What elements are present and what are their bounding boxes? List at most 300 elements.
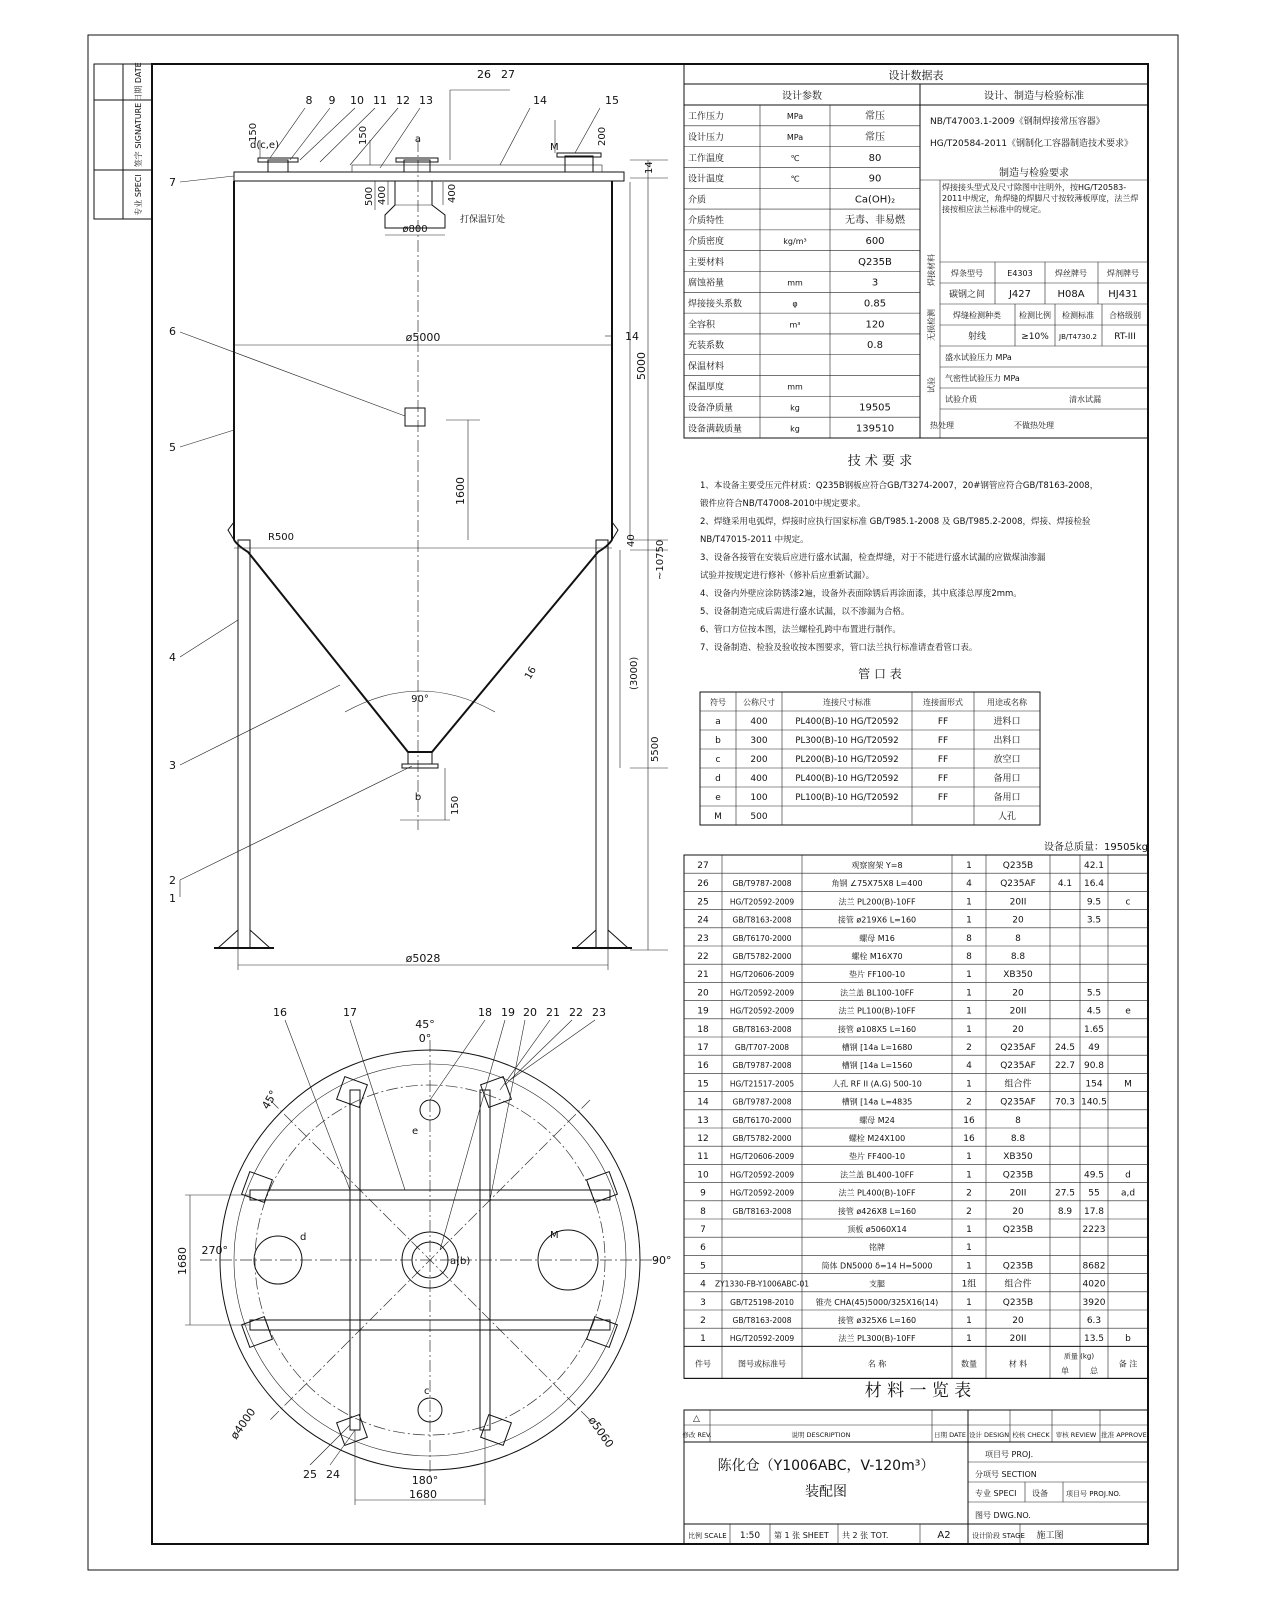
spec-label: 专业 SPECI [975,1489,1017,1498]
weld-r3: HJ431 [1108,289,1138,300]
bom-cell: 1 [966,970,972,981]
bom-cell: 支腿 [869,1279,885,1289]
nozzle-cell: 进料口 [993,717,1021,727]
bom-cell: 4.1 [1057,879,1073,890]
bom-cell: 锥壳 CHA(45)5000/325X16(14) [815,1297,939,1307]
callout-21: 21 [546,1006,560,1019]
drawing-frame [152,64,1148,1544]
nameplate [405,408,425,426]
dim-3000: (3000) [629,656,640,690]
elevation-dimension-lines [238,120,668,970]
tech-req-line: 锻件应符合NB/T47008-2010中规定要求。 [700,499,866,509]
bom-cell: 垫片 FF400-10 [848,1152,906,1162]
dim-r500: R500 [268,532,295,543]
nozzle-cell: FF [937,736,949,746]
bom-cell: 9 [700,1188,706,1199]
bom-cell: 8 [1015,933,1021,944]
callout-19: 19 [501,1006,515,1019]
callout-15: 15 [605,94,619,107]
sheet-label: 第 1 张 SHEET [774,1531,829,1540]
angle-45-side: 45° [259,1088,281,1112]
bom-cell: 2 [700,1316,706,1326]
bom-title: 材 料 一 览 表 [864,1381,972,1401]
bom-cell: 1 [966,897,972,908]
nozzle-cell: 500 [750,812,768,822]
bom-cell: Q235AF [1000,1061,1036,1072]
design-row-label: 设计压力 [688,132,725,143]
bom-cell: 4 [700,1279,706,1290]
heat-treat-value: 不做热处理 [1014,421,1054,430]
bom-cell: 70.3 [1054,1097,1076,1108]
bom-cell: 4 [966,879,972,890]
dim-400-a: 400 [377,185,388,205]
bom-cell: GB/T9787-2008 [732,879,792,889]
bom-cell: 20II [1009,1188,1027,1199]
design-row-value: 常压 [865,131,885,143]
callout-27: 27 [501,68,515,81]
dwgno-label: 图号 DWG.NO. [975,1511,1031,1520]
standards-title: 设计、制造与检验标准 [984,91,1084,102]
bom-cell: 16 [697,1061,709,1072]
bom-cell: GB/T5782-2000 [732,952,792,961]
bom-cell: 筒体 DN5000 δ=14 H=5000 [821,1261,933,1271]
tech-req-line: 试验并按规定进行修补（修补后应重新试漏）。 [700,571,875,581]
bom-cell: HG/T20592-2009 [729,1006,795,1016]
side-date-label: 日期 DATE [134,62,143,102]
bom-cell: Q235B [1002,1170,1034,1181]
elevation-leader-lines [180,90,612,897]
weld-h3: 焊剂牌号 [1107,269,1139,278]
nozzle-cell: 300 [750,736,768,746]
nozzle-cell: PL200(B)-10 HG/T20592 [795,755,899,765]
bom-cell: GB/T6170-2000 [732,933,792,943]
bom-cell: 24 [697,915,709,926]
callout-24: 24 [326,1468,340,1481]
bom-cell: 法兰 PL400(B)-10FF [838,1188,916,1198]
nozzle-cell: a [715,717,721,727]
dim-5000-dia: ø5000 [405,331,441,344]
bom-cell: GB/T8163-2008 [732,915,792,925]
nozzle-cell: 200 [750,755,768,765]
bom-cell: 17 [697,1043,709,1053]
bom-cell: Q235AF [1000,879,1036,890]
tech-req-line: 1、本设备主要受压元件材质：Q235B钢板应符合GB/T3274-2007，20#钢管应符合GB/T8163-2008， [700,481,1099,491]
design-row-value: 常压 [865,111,885,123]
callout-7: 7 [169,176,176,189]
side-signature-label: 签字 SIGNATURE [134,102,143,168]
design-row-label: 保温材料 [688,361,725,372]
design-row-value: 90 [868,173,882,185]
bom-cell: 组合件 [1004,1079,1032,1090]
weld-h2: 焊丝牌号 [1055,269,1087,278]
bom-cell: HG/T20592-2009 [729,1170,795,1180]
callout-11: 11 [373,94,387,107]
bom-cell: 20II [1009,1006,1027,1017]
test-medium-label: 试验介质 [945,395,977,404]
design-row-unit: kg/m³ [783,237,807,247]
callout-25: 25 [303,1468,317,1481]
design-row-label: 设计温度 [688,174,725,185]
projno-label: 项目号 PROJ.NO. [1066,1490,1121,1498]
side-signature-strip [94,62,152,219]
design-row-label: 介质密度 [688,237,725,248]
bom-cell: 20 [1012,1206,1024,1217]
callout-9: 9 [328,94,336,107]
bom-cell: 11 [697,1152,709,1163]
plan-dim-1680-h: 1680 [409,1488,437,1501]
bom-cell: 铭牌 [869,1243,885,1253]
nozzle-table [700,667,1148,853]
bom-cell: 1 [966,1316,972,1326]
bom-cell: 1 [966,1079,972,1090]
test-row-1: 气密性试验压力 MPa [945,374,1020,383]
rev-header: 日期 DATE [934,1431,966,1439]
bom-cell: 16.4 [1083,879,1105,890]
plan-dim-1680-v: 1680 [176,1247,189,1275]
bom-cell: 螺母 M16 [859,933,895,943]
bom-cell: 19 [697,1006,709,1017]
design-row-label: 主要材料 [688,257,725,268]
bom-cell: 2 [966,1206,972,1217]
bom-cell: 3920 [1082,1297,1106,1308]
plan-legs [242,1077,618,1446]
design-row-value: 0.85 [863,298,887,310]
bom-cell: 27 [697,861,709,871]
bom-header: 数量 [961,1359,977,1369]
bom-cell: XB350 [1003,970,1033,981]
bom-cell: 1 [966,1334,972,1345]
bom-cell: HG/T20592-2009 [729,1188,795,1198]
bom-cell: 18 [697,1024,709,1035]
bom-cell: 90.8 [1083,1061,1105,1072]
nozzle-cell: 100 [750,793,768,803]
callout-16: 16 [273,1006,287,1019]
design-row-unit: ℃ [790,153,800,163]
drawing-name-line1: 陈化仓（Y1006ABC，V-120m³） [717,1458,935,1474]
design-row-unit: MPa [786,112,804,122]
design-row-label: 工作温度 [688,153,725,164]
design-row-label: 保温厚度 [688,382,725,393]
ndt-r2: JB/T4730.2 [1059,333,1097,341]
title-block [682,1410,1148,1544]
dim-500: 500 [364,186,375,206]
nozzle-cell: FF [937,717,949,727]
bom-cell: Q235B [1002,861,1034,871]
bom-cell: 26 [697,879,709,890]
design-table-title: 设计数据表 [888,69,944,82]
nozzle-cell: FF [937,774,949,784]
scale-label: 比例 SCALE [688,1532,727,1540]
tech-req-line: 3、设备各接管在安装后应进行盛水试漏，检查焊缝，对于不能进行盛水试漏的应做煤油渗漏 [700,553,1046,563]
bom-header: 图号或标准号 [738,1359,786,1369]
bom-cell: 螺母 M24 [859,1115,895,1125]
bom-cell: 49 [1088,1043,1100,1053]
bom-cell: 槽钢 [14a L=4835 [841,1097,913,1107]
design-row-unit: φ [792,299,798,309]
proj-label: 项目号 PROJ. [985,1450,1034,1459]
bom-cell: 10 [697,1170,709,1181]
dim-150-d: 150 [248,122,259,142]
nozzle-cell: 放空口 [993,755,1021,765]
bom-cell: 13.5 [1083,1334,1105,1345]
mfg-text: 焊接接头型式及尺寸除图中注明外，按HG/T20583-2011中规定，角焊缝的焊脚尺寸按较薄板厚度，法兰焊接按相应法兰标准中的规定。 [942,183,1139,214]
bom-cell: 法兰盖 BL100-10FF [839,988,915,998]
bom-cell: GB/T9787-2008 [732,1061,792,1071]
design-row-label: 腐蚀裕量 [688,278,725,289]
bom-cell: ZY1330-FB-Y1006ABC-01 [714,1279,810,1289]
bom-cell: 21 [697,970,709,981]
design-row-label: 全容积 [688,320,716,331]
nozzle-header: 符号 [710,698,726,707]
bom-cell: 5.5 [1086,988,1102,999]
bom-cell: 16 [963,1115,975,1126]
angle-270: 270° [201,1244,228,1257]
design-row-label: 设备满载质量 [688,424,743,435]
rev-header: 修改 REV. [682,1431,712,1439]
bom-cell: GB/T25198-2010 [730,1297,794,1307]
dim-5500: 5500 [650,736,661,762]
label-nozzle-a: a [414,134,422,145]
support-leg-right [596,540,608,948]
bom-cell: 20 [1012,1316,1024,1326]
total-weight: 设备总质量：19505kg [1044,842,1148,853]
tech-req-line: 2、焊缝采用电弧焊，焊接时应执行国家标准 GB/T985.1-2008 及 GB/T985.2-2008，焊接、焊接检验 [700,517,1091,527]
nozzle-cell: 人孔 [997,812,1017,822]
bill-of-materials [684,855,1148,1401]
dim-150-b: 150 [450,795,461,815]
bom-cell: 观察窗架 Y=8 [851,861,903,870]
bom-cell: 5 [700,1261,706,1272]
bom-cell: 1 [966,1152,972,1163]
standard-1: NB/T47003.1-2009《钢制焊接常压容器》 [930,117,1105,127]
design-row-value: 139510 [855,423,895,435]
callout-12: 12 [396,94,410,107]
dim-400-b: 400 [447,183,458,203]
nozzle-cell: 400 [750,717,768,727]
design-row-label: 设备净质量 [688,403,734,414]
design-row-value: 无毒、非易燃 [845,215,905,227]
bom-cell: 1 [966,1006,972,1017]
bom-header: 备 注 [1118,1359,1138,1369]
design-data-table [684,64,1148,438]
label-nozzle-b: b [414,792,422,803]
bom-cell: 接管 ø219X6 L=160 [837,915,917,925]
callout-1: 1 [169,892,176,905]
bom-cell: 8 [700,1206,706,1217]
leg-gusset [218,930,238,948]
design-row-unit: ℃ [790,174,800,184]
ndt-h3: 合格级别 [1109,311,1141,320]
bom-cell: 154 [1085,1079,1103,1090]
bom-cell: e [1125,1006,1131,1017]
weld-h0: 焊条型号 [951,269,983,278]
bom-cell: GB/T9787-2008 [732,1097,792,1107]
bom-cell: 8 [966,933,972,944]
section-label: 分项号 SECTION [975,1470,1037,1479]
tech-req-line: 4、设备内外壁应涂防锈漆2遍，设备外表面除锈后再涂面漆，其中底漆总厚度2mm。 [700,589,1022,599]
bom-cell: 22.7 [1054,1061,1076,1072]
callout-2: 2 [169,874,176,887]
design-row-value: 120 [865,319,885,331]
bom-cell: Q235B [1002,1261,1034,1272]
plan-label-d: d [300,1232,307,1243]
ndt-r1: ≥10% [1021,332,1049,342]
bom-cell: 8 [1015,1115,1021,1126]
bom-cell: 2 [966,1043,972,1053]
bom-cell: 法兰盖 BL400-10FF [839,1170,915,1180]
bom-header: 名 称 [867,1359,887,1369]
bom-cell: b [1125,1334,1131,1345]
bom-cell: 20 [1012,1024,1024,1035]
bom-cell: 2223 [1082,1225,1106,1235]
side-ndt-label: 无损检测 [927,309,936,341]
callout-10: 10 [350,94,364,107]
bom-cell: 42.1 [1083,861,1105,871]
bom-cell: 螺栓 M24X100 [848,1134,906,1143]
bom-cell: 接管 ø426X8 L=160 [837,1206,917,1216]
bom-cell: 8.8 [1010,952,1026,962]
bom-cell: 顶板 ø5060X14 [847,1225,907,1234]
bom-cell: 法兰 PL200(B)-10FF [838,897,916,907]
scale-value: 1:50 [739,1531,761,1541]
ndt-r3: RT-III [1114,332,1136,342]
bom-cell: 6 [700,1243,706,1254]
support-leg-left [238,540,250,948]
bom-cell: 3.5 [1086,915,1102,926]
nozzle-cell: FF [937,793,949,803]
weld-r2: H08A [1057,289,1085,300]
bom-cell: 1 [966,1024,972,1035]
bom-cell: 25 [697,897,709,908]
bom-cell: HG/T20592-2009 [729,897,795,907]
callout-5: 5 [169,441,176,454]
bom-cell: 17.8 [1083,1206,1105,1217]
nozzle-cell: e [715,793,721,803]
dim-90deg: 90° [411,694,429,705]
ndt-h0: 焊缝检测种类 [953,311,1001,320]
dim-800: ø800 [402,224,428,235]
rev-header: 批准 APPROVE [1101,1431,1147,1439]
design-row-label: 介质特性 [688,216,725,227]
callout-4: 4 [169,651,176,664]
bom-cell: 1 [966,1261,972,1272]
top-plate [234,172,624,181]
rev-mark: △ [693,1414,700,1424]
dim-150-top: 150 [358,125,369,145]
angle-0: 0° [418,1032,432,1045]
side-test-label: 试验 [927,377,936,393]
design-row-value: 3 [871,277,879,289]
angle-45-top: 45° [415,1018,435,1031]
bom-cell: 1 [966,988,972,999]
drawing-name-line2: 装配图 [805,1484,847,1500]
tech-req-line: NB/T47015-2011 中规定。 [700,535,809,545]
nozzle-cell: b [715,736,721,746]
design-row-unit: m³ [789,320,801,330]
bom-cell: 1 [966,1225,972,1235]
bom-header: 单 [1061,1366,1069,1376]
dim-200: 200 [597,126,608,146]
design-row-unit: MPa [786,132,804,142]
bom-cell: 1 [966,1243,972,1254]
bom-header: 件号 [695,1359,711,1369]
tech-req-title: 技 术 要 求 [847,454,913,469]
bom-header: 材 料 [1008,1359,1028,1369]
bom-cell: 140.5 [1081,1097,1107,1108]
total-label: 共 2 张 TOT. [842,1531,889,1540]
bom-cell: 20II [1009,1334,1027,1345]
bom-cell: a,d [1120,1188,1136,1199]
bom-cell: 20 [1012,988,1024,999]
bom-cell: 23 [697,933,709,944]
nozzle-cell: 400 [750,774,768,784]
dim-1600: 1600 [454,477,467,505]
bom-cell: Q235B [1002,1225,1034,1235]
rev-header: 说明 DESCRIPTION [791,1431,851,1439]
nozzle-cell: PL300(B)-10 HG/T20592 [795,736,899,746]
test-row-0: 盛水试验压力 MPa [945,353,1012,362]
ndt-h1: 检测比例 [1019,311,1051,320]
dim-14: 14 [644,161,655,174]
design-row-label: 焊接接头系数 [688,299,743,310]
nozzle-header: 用途或名称 [987,698,1027,707]
nozzle-header: 公称尺寸 [743,698,775,707]
bom-cell: 1 [966,861,972,871]
design-row-unit: mm [787,278,803,288]
bom-cell: 12 [697,1134,709,1144]
bom-cell: GB/T707-2008 [734,1043,790,1052]
bom-cell: 法兰 PL100(B)-10FF [838,1006,916,1016]
technical-requirements [700,453,1098,653]
bom-cell: XB350 [1003,1152,1033,1163]
nozzle-cell: 备用口 [993,774,1021,784]
bom-cell: d [1125,1170,1131,1181]
tech-req-line: 7、设备制造、检验及验收按本图要求，管口法兰执行标准请查看管口表。 [700,643,978,653]
tech-req-line: 5、设备制造完成后需进行盛水试漏，以不渗漏为合格。 [700,607,910,617]
callout-20: 20 [523,1006,537,1019]
bom-cell: 8.8 [1010,1134,1026,1144]
nozzle-cell: 出料口 [993,736,1021,746]
bom-cell: 1 [966,915,972,926]
bom-cell: 20 [697,988,709,999]
callout-3: 3 [169,759,176,772]
insulation-note: 打保温钉处 [460,215,506,225]
bom-cell: 角钢 ∠75X75X8 L=400 [831,879,923,889]
weld-r1: J427 [1008,289,1032,300]
bom-cell: HG/T20592-2009 [729,988,795,998]
design-row-unit: kg [790,424,800,434]
plan-dim-4000: ø4000 [227,1405,259,1442]
bom-cell: 20 [1012,915,1024,926]
bom-cell: 螺栓 M16X70 [851,952,903,961]
weld-h1: E4303 [1007,269,1033,278]
rev-header: 校核 CHECK [1012,1431,1050,1439]
bom-cell: 8 [966,952,972,962]
bom-cell: 9.5 [1086,897,1102,908]
label-manhole: M [550,142,559,153]
bom-cell: 1.65 [1083,1024,1105,1035]
dim-40: 40 [626,534,637,547]
outlet-nozzle [408,752,432,764]
bom-cell: GB/T5782-2000 [732,1134,792,1143]
callout-14: 14 [533,94,547,107]
label-nozzle-d: d(c,e) [250,140,279,151]
bom-cell: HG/T20592-2009 [729,1334,795,1344]
bom-cell: 槽钢 [14a L=1560 [841,1061,913,1071]
bom-cell: 13 [697,1115,709,1126]
bom-cell: M [1124,1079,1132,1090]
mfg-title: 制造与检验要求 [999,168,1069,179]
